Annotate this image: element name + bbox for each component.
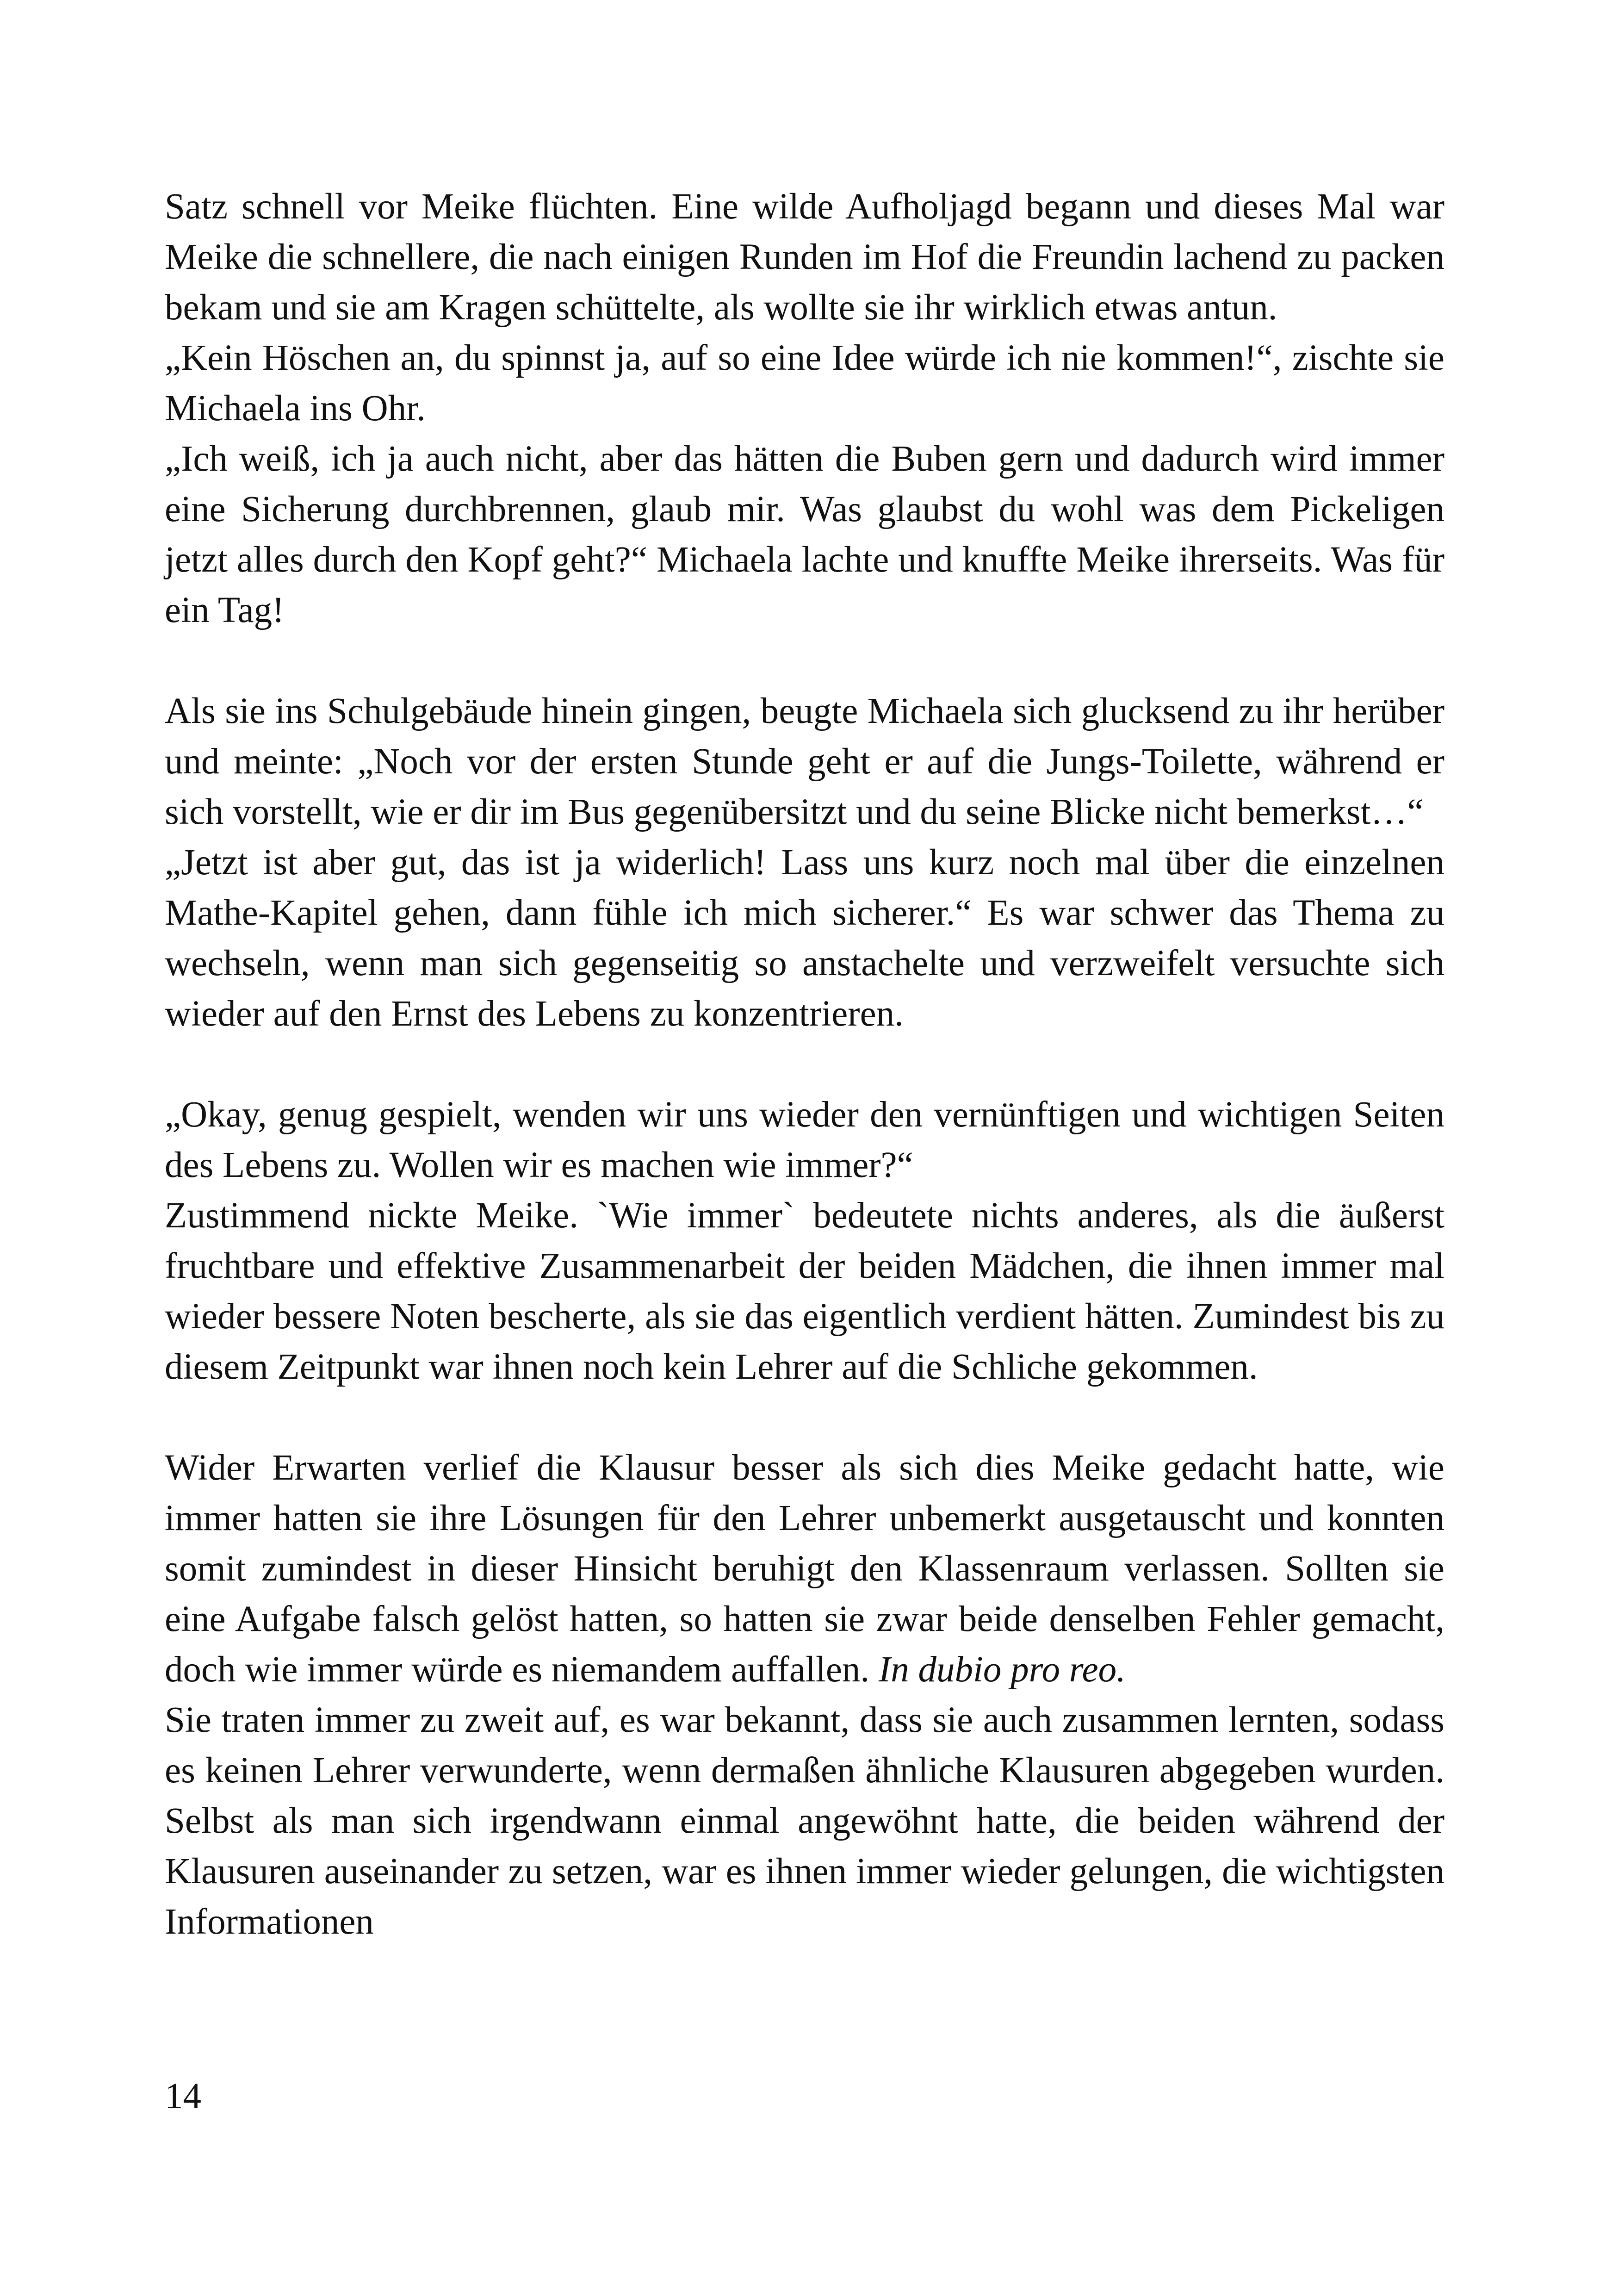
- paragraph-gap: [165, 635, 1444, 686]
- paragraph: [165, 1443, 1444, 1695]
- page-number: 14: [165, 2076, 201, 2116]
- italic-phrase: In dubio pro reo.: [878, 1649, 1126, 1690]
- paragraph-text: Wider Erwarten verlief die Klausur besser als sich dies Meike gedacht hatte, wie immer hatten sie ihre Lösungen für den Lehrer unbemerkt ausgetauscht und konnten somit zumindest in dieser Hinsicht beruhigt den Klassenraum verlassen. Sollten sie eine Aufgabe falsch gelöst hatten, so hatten sie zwar beide denselben Fehler gemacht, doch wie immer würde es niemandem auffallen.: [165, 1448, 1444, 1690]
- paragraph: Satz schnell vor Meike flüchten. Eine wilde Aufholjagd begann und dieses Mal war Meike die schnellere, die nach einigen Runden im Hof die Freundin lachend zu packen bekam und sie am Kragen schüttelte, als wollte sie ihr wirklich etwas antun.: [165, 187, 1444, 328]
- paragraph: „Ich weiß, ich ja auch nicht, aber das hätten die Buben gern und dadurch wird immer eine Sicherung durchbrennen, glaub mir. Was glaubst du wohl was dem Pickeligen jetzt alles durch den Kopf geht?“ Michaela lachte und knuffte Meike ihrerseits. Was für ein Tag!: [165, 439, 1444, 630]
- paragraph-gap: [165, 1392, 1444, 1443]
- paragraph-gap: [165, 1039, 1444, 1089]
- body-text: [165, 181, 1444, 1947]
- paragraph: Sie traten immer zu zweit auf, es war bekannt, dass sie auch zusammen lernten, sodass es keinen Lehrer verwunderte, wenn dermaßen ähnliche Klausuren abgegeben wurden. Selbst als man sich irgendwann einmal angewöhnt hatte, die beiden während der Klausuren auseinander zu setzen, war es ihnen immer wieder gelungen, die wichtigsten Informationen: [165, 1700, 1444, 1942]
- paragraph: Zustimmend nickte Meike. `Wie immer` bedeutete nichts anderes, als die äußerst fruchtbare und effektive Zusammenarbeit der beiden Mädchen, die ihnen immer mal wieder bessere Noten bescherte, als sie das eigentlich verdient hätten. Zumindest bis zu diesem Zeitpunkt war ihnen noch kein Lehrer auf die Schliche gekommen.: [165, 1195, 1444, 1387]
- paragraph: „Kein Höschen an, du spinnst ja, auf so eine Idee würde ich nie kommen!“, zischte sie Michaela ins Ohr.: [165, 338, 1444, 429]
- paragraph: „Jetzt ist aber gut, das ist ja widerlich! Lass uns kurz noch mal über die einzelnen Mathe-Kapitel gehen, dann fühle ich mich sicherer.“ Es war schwer das Thema zu wechseln, wenn man sich gegenseitig so anstachelte und verzweifelt versuchte sich wieder auf den Ernst des Lebens zu konzentrieren.: [165, 842, 1444, 1034]
- paragraph: Als sie ins Schulgebäude hinein gingen, beugte Michaela sich glucksend zu ihr herüber und meinte: „Noch vor der ersten Stunde geht er auf die Jungs-Toilette, während er sich vorstellt, wie er dir im Bus gegenübersitzt und du seine Blicke nicht bemerkst…“: [165, 691, 1444, 832]
- paragraph: „Okay, genug gespielt, wenden wir uns wieder den vernünftigen und wichtigen Seiten des Lebens zu. Wollen wir es machen wie immer?“: [165, 1095, 1444, 1185]
